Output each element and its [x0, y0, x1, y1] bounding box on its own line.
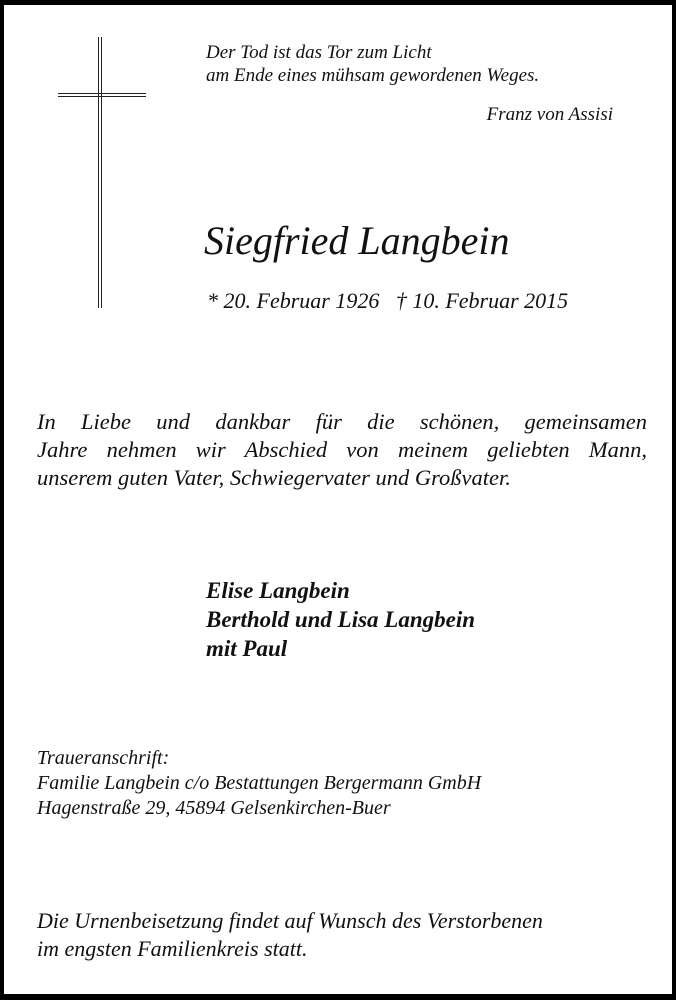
quote-line: Der Tod ist das Tor zum Licht [206, 42, 432, 63]
burial-note [37, 907, 543, 963]
message-line: Jahre nehmen wir Abschied von meinem geliebten Mann, [37, 437, 647, 462]
address-label: Traueranschrift: [37, 747, 170, 769]
address-line: Hagenstraße 29, 45894 Gelsenkirchen-Buer [37, 797, 391, 819]
cross-horizontal-bar [58, 93, 146, 97]
farewell-message [37, 408, 647, 492]
note-line: im engsten Familienkreis statt. [37, 936, 308, 961]
quote-line: am Ende eines mühsam gewordenen Weges. [206, 65, 540, 86]
note-line: Die Urnenbeisetzung findet auf Wunsch des Verstorbenen [37, 908, 543, 933]
quote-author: Franz von Assisi [486, 104, 613, 125]
family-member: mit Paul [206, 636, 288, 661]
quote [206, 41, 539, 87]
message-line: unserem guten Vater, Schwiegervater und Großvater. [37, 465, 511, 490]
address-line: Familie Langbein c/o Bestattungen Bergermann GmbH [37, 772, 482, 794]
message-line: In Liebe und dankbar für die schönen, gemeinsamen [37, 409, 647, 434]
life-dates: * 20. Februar 1926 † 10. Februar 2015 [207, 288, 569, 313]
deceased-name: Siegfried Langbein [204, 218, 510, 263]
family-member: Berthold und Lisa Langbein [206, 607, 476, 632]
cross-vertical-bar [98, 37, 102, 308]
family-member: Elise Langbein [206, 578, 350, 603]
family-signatures [206, 576, 475, 663]
mourning-address [37, 746, 481, 821]
